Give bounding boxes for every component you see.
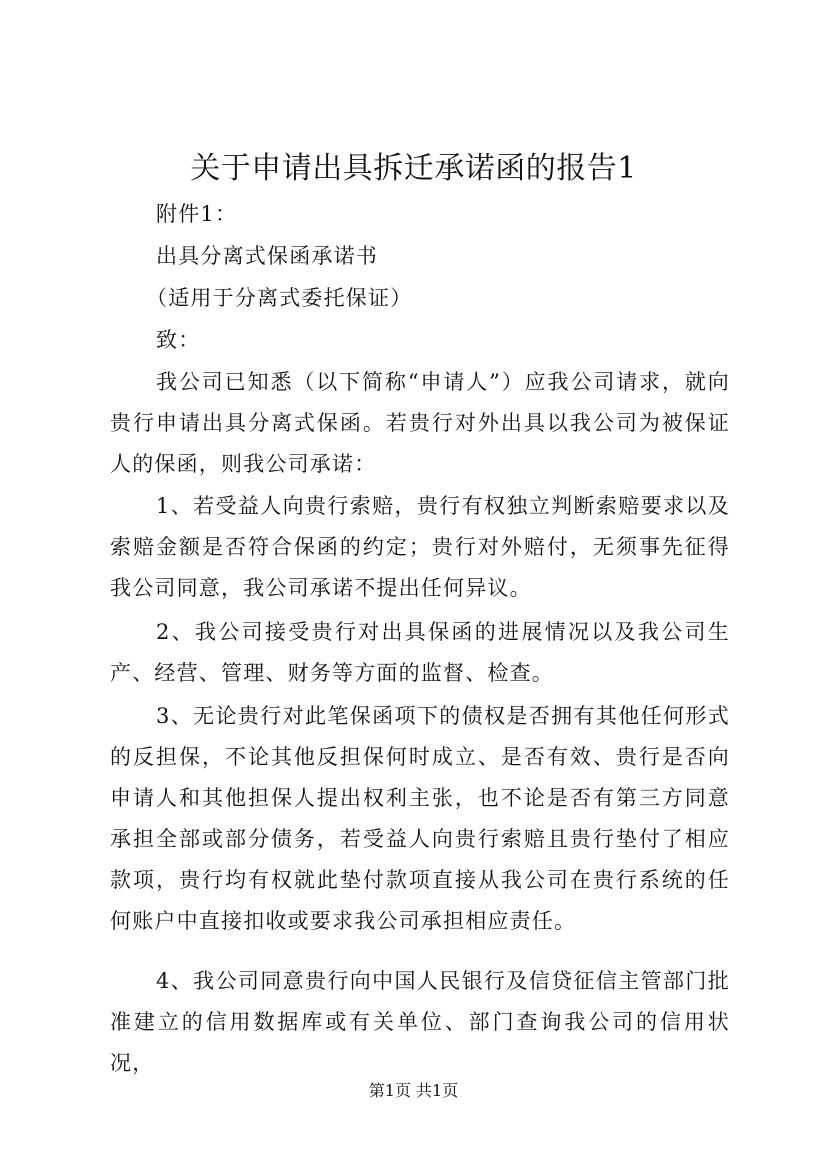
page-footer: 第1页 共1页 — [368, 1081, 459, 1100]
document-title: 关于申请出具拆迁承诺函的报告1 — [190, 151, 637, 186]
attachment-label: 附件1： — [156, 202, 238, 226]
paragraph-clause-3: 3、无论贵行对此笔保函项下的债权是否拥有其他任何形式的反担保，不论其他反担保何时成立、是否有效、贵行是否向申请人和其他担保人提出权利主张，也不论是否有第三方同意承担全部或部分债务，若受益人向贵行索赔且贵行垫付了相应款项，贵行均有权就此垫付款项直接从我公司在贵行系统的任何账户中直接扣收或要求我公司承担相应责任。 — [110, 704, 730, 934]
salutation: 致： — [156, 328, 201, 352]
letter-title: 出具分离式保函承诺书 — [156, 244, 378, 268]
paragraph-clause-4: 4、我公司同意贵行向中国人民银行及信贷征信主管部门批准建立的信用数据库或有关单位、部门查询我公司的信用状况， — [110, 969, 730, 1076]
paragraph-clause-2: 2、我公司接受贵行对出具保函的进展情况以及我公司生产、经营、管理、财务等方面的监督、检查。 — [110, 620, 730, 686]
paragraph-clause-1: 1、若受益人向贵行索赔，贵行有权独立判断索赔要求以及索赔金额是否符合保函的约定；贵行对外赔付，无须事先征得我公司同意，我公司承诺不提出任何异议。 — [110, 494, 730, 601]
paragraph-intro: 我公司已知悉（以下简称“申请人”）应我公司请求，就向贵行申请出具分离式保函。若贵行对外出具以我公司为被保证人的保函，则我公司承诺： — [110, 370, 730, 477]
scope-note: （适用于分离式委托保证） — [146, 286, 413, 310]
